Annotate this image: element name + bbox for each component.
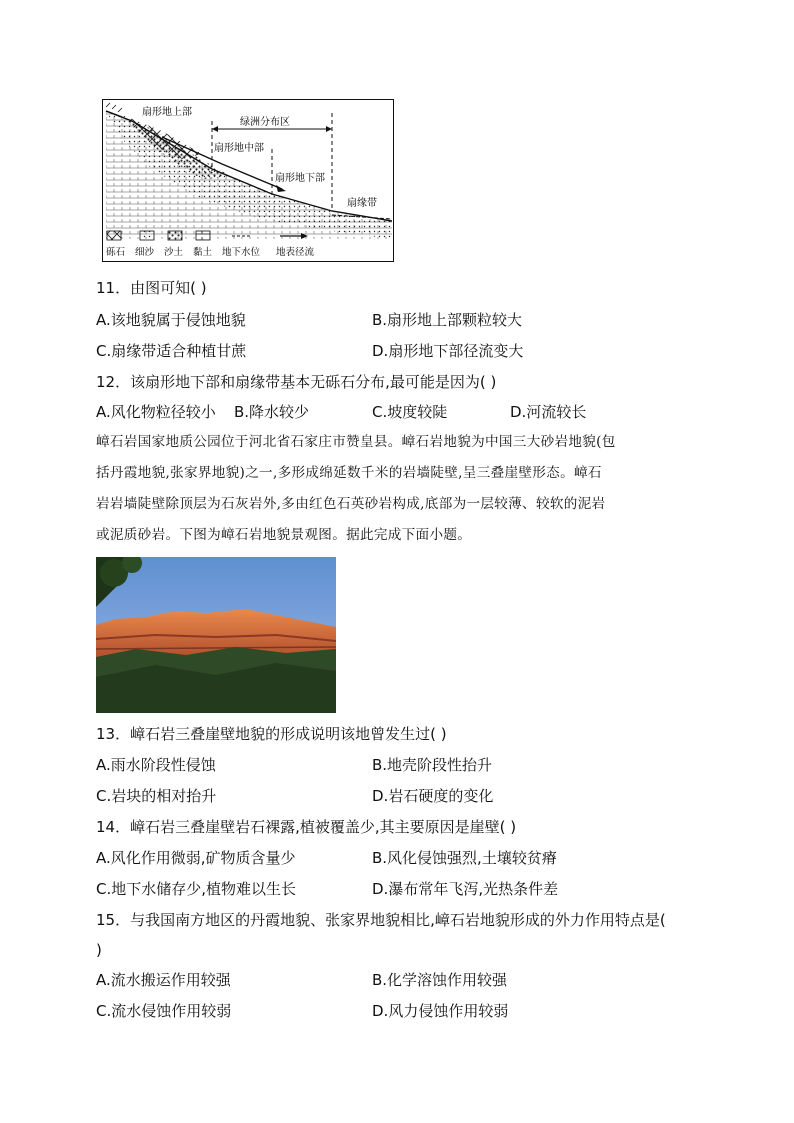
legend-runoff: 地表径流: [276, 247, 315, 258]
passage: [96, 427, 696, 551]
legend-fine-sand: 细沙: [135, 247, 155, 258]
question-12-stem: 12．该扇形地下部和扇缘带基本无砾石分布,最可能是因为( ): [96, 373, 497, 391]
legend-groundwater: 地下水位: [222, 247, 261, 258]
q11-option-c[interactable]: C.扇缘带适合种植甘蔗: [96, 342, 247, 360]
question-15-stem: 15．与我国南方地区的丹霞地貌、张家界地貌相比,嶂石岩地貌形成的外力作用特点是(: [96, 911, 666, 929]
legend-gravel: 砾石: [106, 247, 126, 258]
label-middle: 扇形地中部: [214, 143, 264, 154]
label-lower: 扇形地下部: [275, 173, 325, 184]
q13-option-b[interactable]: B.地壳阶段性抬升: [372, 756, 493, 774]
passage-line-4: 或泥质砂岩。下图为嶂石岩地貌景观图。据此完成下面小题。: [96, 527, 472, 543]
q15-option-b[interactable]: B.化学溶蚀作用较强: [372, 971, 508, 989]
q11-option-a[interactable]: A.该地貌属于侵蚀地貌: [96, 311, 246, 329]
q15-option-a[interactable]: A.流水搬运作用较强: [96, 971, 231, 989]
alluvial-fan-diagram: [102, 99, 394, 262]
q14-option-c[interactable]: C.地下水储存少,植物难以生长: [96, 880, 297, 898]
legend-sandy-soil: 沙土: [164, 247, 184, 258]
label-edge: 扇缘带: [347, 198, 377, 209]
q13-option-a[interactable]: A.雨水阶段性侵蚀: [96, 756, 216, 774]
q12-option-a[interactable]: A.风化物粒径较小: [96, 403, 216, 421]
question-14-stem: 14．嶂石岩三叠崖壁岩石裸露,植被覆盖少,其主要原因是崖壁( ): [96, 818, 517, 836]
landscape-photo: [96, 557, 336, 713]
passage-line-1: 嶂石岩国家地质公园位于河北省石家庄市赞皇县。嶂石岩地貌为中国三大砂岩地貌(包: [96, 434, 616, 450]
question-15-stem-cont: ): [96, 941, 102, 959]
label-oasis: 绿洲分布区: [240, 117, 290, 128]
question-13-stem: 13．嶂石岩三叠崖壁地貌的形成说明该地曾发生过( ): [96, 725, 447, 743]
q12-option-c[interactable]: C.坡度较陡: [372, 403, 448, 421]
q14-option-d[interactable]: D.瀑布常年飞泻,光热条件差: [372, 880, 559, 898]
alluvial-fan-svg: [102, 99, 394, 262]
q14-option-a[interactable]: A.风化作用微弱,矿物质含量少: [96, 849, 296, 867]
passage-line-2: 括丹霞地貌,张家界地貌)之一,多形成绵延数千米的岩墙陡壁,呈三叠崖壁形态。嶂石: [96, 465, 602, 481]
q13-option-c[interactable]: C.岩块的相对抬升: [96, 787, 217, 805]
q11-option-d[interactable]: D.扇形地下部径流变大: [372, 342, 524, 360]
q11-option-b[interactable]: B.扇形地上部颗粒较大: [372, 311, 523, 329]
q12-option-b[interactable]: B.降水较少: [234, 403, 310, 421]
passage-line-3: 岩岩墙陡壁除顶层为石灰岩外,多由红色石英砂岩构成,底部为一层较薄、较软的泥岩: [96, 496, 606, 512]
q12-option-d[interactable]: D.河流较长: [510, 403, 587, 421]
q14-option-b[interactable]: B.风化侵蚀强烈,土壤较贫瘠: [372, 849, 557, 867]
q15-option-d[interactable]: D.风力侵蚀作用较弱: [372, 1002, 509, 1020]
q15-option-c[interactable]: C.流水侵蚀作用较弱: [96, 1002, 232, 1020]
label-upper: 扇形地上部: [142, 107, 192, 118]
question-11-stem: 11．由图可知( ): [96, 279, 207, 297]
legend-clay: 黏土: [193, 247, 213, 258]
q13-option-d[interactable]: D.岩石硬度的变化: [372, 787, 494, 805]
